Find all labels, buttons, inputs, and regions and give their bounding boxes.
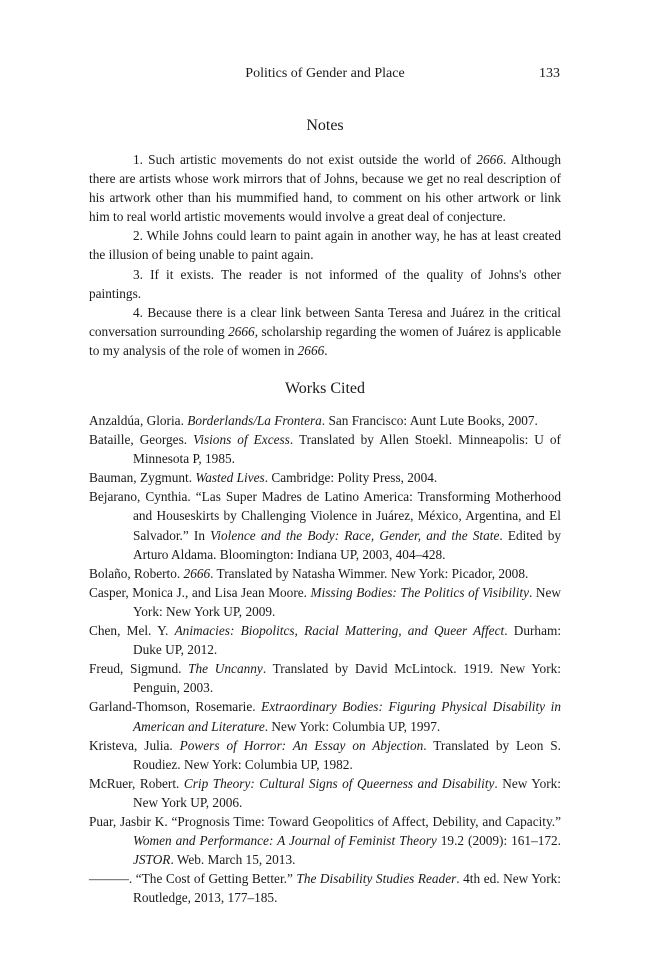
citation-bataille: Bataille, Georges. Visions of Excess. Translated by Allen Stoekl. Minneapolis: U of Minnesota P, 1985.: [89, 432, 561, 467]
citation-mcruer: McRuer, Robert. Crip Theory: Cultural Signs of Queerness and Disability. New York: New York UP, 2006.: [89, 775, 562, 810]
note-4: 4. Because there is a clear link between Santa Teresa and Juárez in the critical conversation surrounding 2666, scholarship regarding the women of Juárez is applicable to my analysis of the role of women in 2666.: [89, 304, 561, 358]
citation-bejarano: Bejarano, Cynthia. “Las Super Madres de Latino America: Transforming Motherhood and Houseskirts by Challenging Violence in Juárez, México, Argentina, and El Salvador.” In Violence and the Body: Race, Gender, and the State. Edited by Arturo Aldama. Bloomington: Indiana UP, 2003, 404–428.: [89, 489, 562, 562]
works-cited-heading: Works Cited: [284, 380, 366, 397]
citation-bauman: Bauman, Zygmunt. Wasted Lives. Cambridge: Polity Press, 2004.: [89, 470, 438, 486]
citation-kristeva: Kristeva, Julia. Powers of Horror: An Essay on Abjection. Translated by Leon S. Roudiez. New York: Columbia UP, 1982.: [89, 737, 561, 772]
page-number: 133: [539, 66, 560, 81]
notes-heading: Notes: [306, 117, 344, 134]
citation-freud: Freud, Sigmund. The Uncanny. Translated by David McLintock. 1919. New York: Penguin, 2003.: [89, 661, 561, 696]
citation-puar-cost: ———. “The Cost of Getting Better.” The Disability Studies Reader. 4th ed. New York: Routledge, 2013, 177–185.: [89, 871, 561, 906]
citation-casper-moore: Casper, Monica J., and Lisa Jean Moore. Missing Bodies: The Politics of Visibility. New York: New York UP, 2009.: [89, 584, 561, 619]
note-1: 1. Such artistic movements do not exist outside the world of 2666. Although there are artists whose work mirrors that of Johns, because we get no real description of his artwork other than his mummified hand, to comment on his other artwork or link him to real world artistic movements would involve a great deal of conjecture.: [89, 152, 561, 225]
citation-puar-prognosis: Puar, Jasbir K. “Prognosis Time: Toward Geopolitics of Affect, Debility, and Capacity.” Women and Performance: A Journal of Feminist Theory 19.2 (2009): 161–172. JSTOR. Web. March 15, 2013.: [89, 813, 562, 868]
notes-section: [89, 150, 561, 360]
note-2: 2. While Johns could learn to paint again in another way, he has at least created the illusion of being unable to paint again.: [89, 228, 561, 263]
note-3: 3. If it exists. The reader is not informed of the quality of Johns's other paintings.: [89, 266, 561, 301]
citation-anzaldua: Anzaldúa, Gloria. Borderlands/La Frontera. San Francisco: Aunt Lute Books, 2007.: [89, 413, 538, 428]
running-title: Politics of Gender and Place: [245, 66, 405, 81]
citation-garland-thomson: Garland-Thomson, Rosemarie. Extraordinary Bodies: Figuring Physical Disability in American and Literature. New York: Columbia UP, 1997.: [89, 699, 561, 734]
citation-chen: Chen, Mel. Y. Animacies: Biopolitcs, Racial Mattering, and Queer Affect. Durham: Duke UP, 2012.: [89, 623, 562, 658]
running-header: [90, 66, 560, 84]
citation-bolano: Bolaño, Roberto. 2666. Translated by Natasha Wimmer. New York: Picador, 2008.: [89, 565, 529, 581]
works-cited-list: [89, 411, 561, 907]
